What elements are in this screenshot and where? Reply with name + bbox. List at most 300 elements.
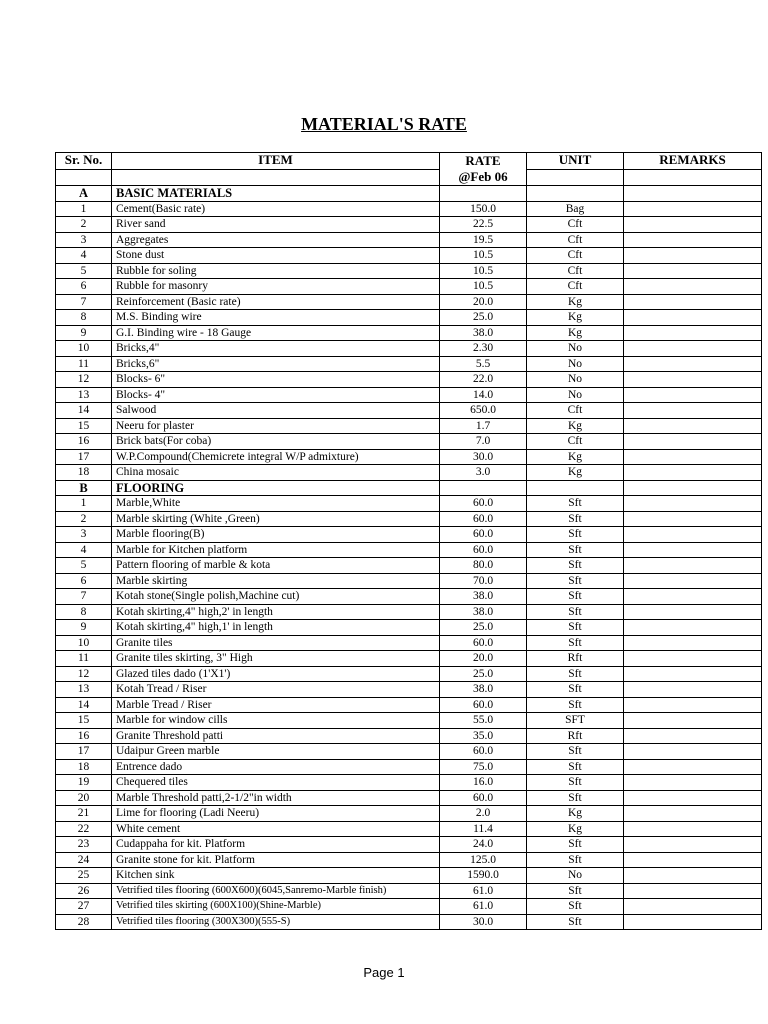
- rate-cell: 61.0: [440, 883, 527, 899]
- page-number: Page 1: [363, 965, 405, 980]
- sr-no-cell: 2: [56, 217, 112, 233]
- spacer-cell: [112, 169, 440, 186]
- table-row: [56, 418, 762, 434]
- item-cell: China mosaic: [112, 465, 440, 481]
- sr-no-cell: 14: [56, 697, 112, 713]
- remarks-cell: [624, 635, 762, 651]
- item-cell: Marble,White: [112, 496, 440, 512]
- rate-cell: 14.0: [440, 387, 527, 403]
- sr-no-cell: 2: [56, 511, 112, 527]
- remarks-cell: [624, 387, 762, 403]
- remarks-cell: [624, 806, 762, 822]
- spacer-cell: [527, 169, 624, 186]
- unit-cell: Kg: [527, 325, 624, 341]
- header-rate-label: RATE: [465, 153, 501, 168]
- sr-no-cell: 24: [56, 852, 112, 868]
- item-cell: Entrence dado: [112, 759, 440, 775]
- sr-no-cell: 17: [56, 744, 112, 760]
- rate-cell: 60.0: [440, 697, 527, 713]
- sr-no-cell: 11: [56, 651, 112, 667]
- remarks-cell: [624, 868, 762, 884]
- sr-no-cell: 6: [56, 279, 112, 295]
- spacer-cell: [56, 169, 112, 186]
- sr-no-cell: 18: [56, 759, 112, 775]
- rate-cell: 38.0: [440, 682, 527, 698]
- remarks-cell: [624, 744, 762, 760]
- remarks-cell: [624, 496, 762, 512]
- table-row: [56, 279, 762, 295]
- rate-cell: 60.0: [440, 511, 527, 527]
- rate-cell: 30.0: [440, 449, 527, 465]
- sr-no-cell: 19: [56, 775, 112, 791]
- item-cell: Marble skirting: [112, 573, 440, 589]
- item-cell: Kotah stone(Single polish,Machine cut): [112, 589, 440, 605]
- table-row: [56, 294, 762, 310]
- item-cell: Granite tiles: [112, 635, 440, 651]
- table-row: [56, 232, 762, 248]
- sr-no-cell: 22: [56, 821, 112, 837]
- table-row: [56, 465, 762, 481]
- section-letter: B: [56, 480, 112, 496]
- unit-cell: No: [527, 868, 624, 884]
- rate-cell: 22.0: [440, 372, 527, 388]
- sr-no-cell: 8: [56, 310, 112, 326]
- sr-no-cell: 16: [56, 434, 112, 450]
- item-cell: Rubble for soling: [112, 263, 440, 279]
- rate-cell: 24.0: [440, 837, 527, 853]
- unit-cell: Sft: [527, 542, 624, 558]
- remarks-cell: [624, 217, 762, 233]
- table-row: [56, 403, 762, 419]
- table-header-row: [56, 153, 762, 170]
- item-cell: Stone dust: [112, 248, 440, 264]
- remarks-cell: [624, 899, 762, 915]
- unit-cell: No: [527, 387, 624, 403]
- rate-cell: 1590.0: [440, 868, 527, 884]
- remarks-cell: [624, 573, 762, 589]
- unit-cell: Sft: [527, 914, 624, 930]
- rate-cell: 60.0: [440, 635, 527, 651]
- item-cell: Kotah Tread / Riser: [112, 682, 440, 698]
- rate-cell: 75.0: [440, 759, 527, 775]
- table-row: [56, 775, 762, 791]
- sr-no-cell: 12: [56, 372, 112, 388]
- table-row: [56, 868, 762, 884]
- item-cell: Glazed tiles dado (1'X1'): [112, 666, 440, 682]
- remarks-cell: [624, 837, 762, 853]
- item-cell: Kotah skirting,4" high,2' in length: [112, 604, 440, 620]
- item-cell: Vetrified tiles flooring (300X300)(555-S): [112, 914, 440, 930]
- unit-cell: Cft: [527, 263, 624, 279]
- remarks-cell: [624, 294, 762, 310]
- table-row: [56, 806, 762, 822]
- remarks-cell: [624, 821, 762, 837]
- item-cell: M.S. Binding wire: [112, 310, 440, 326]
- sr-no-cell: 3: [56, 527, 112, 543]
- rate-cell: 2.0: [440, 806, 527, 822]
- sr-no-cell: 9: [56, 325, 112, 341]
- rate-cell: 20.0: [440, 651, 527, 667]
- remarks-cell: [624, 651, 762, 667]
- item-cell: Aggregates: [112, 232, 440, 248]
- unit-cell: Sft: [527, 511, 624, 527]
- unit-cell: Kg: [527, 310, 624, 326]
- remarks-cell: [624, 790, 762, 806]
- item-cell: Marble for window cills: [112, 713, 440, 729]
- sr-no-cell: 15: [56, 418, 112, 434]
- rate-cell: 38.0: [440, 589, 527, 605]
- rate-cell: 20.0: [440, 294, 527, 310]
- sr-no-cell: 27: [56, 899, 112, 915]
- rate-cell: 2.30: [440, 341, 527, 357]
- sr-no-cell: 8: [56, 604, 112, 620]
- table-row: [56, 372, 762, 388]
- table-row: [56, 449, 762, 465]
- materials-rate-table: [55, 152, 762, 930]
- table-row: [56, 899, 762, 915]
- rate-cell: 70.0: [440, 573, 527, 589]
- item-cell: Rubble for masonry: [112, 279, 440, 295]
- item-cell: Pattern flooring of marble & kota: [112, 558, 440, 574]
- unit-cell: SFT: [527, 713, 624, 729]
- item-cell: Udaipur Green marble: [112, 744, 440, 760]
- item-cell: Marble Threshold patti,2-1/2"in width: [112, 790, 440, 806]
- table-row: [56, 790, 762, 806]
- sr-no-cell: 13: [56, 387, 112, 403]
- header-unit: UNIT: [527, 153, 624, 170]
- unit-cell: Kg: [527, 465, 624, 481]
- table-row: [56, 666, 762, 682]
- rate-cell: 1.7: [440, 418, 527, 434]
- remarks-cell: [624, 620, 762, 636]
- unit-cell: Cft: [527, 279, 624, 295]
- unit-cell: Sft: [527, 558, 624, 574]
- remarks-cell: [624, 666, 762, 682]
- unit-cell: Sft: [527, 604, 624, 620]
- remarks-cell: [624, 759, 762, 775]
- rate-cell: 35.0: [440, 728, 527, 744]
- rate-cell: 60.0: [440, 790, 527, 806]
- remarks-cell: [624, 310, 762, 326]
- item-cell: G.I. Binding wire - 18 Gauge: [112, 325, 440, 341]
- sr-no-cell: 10: [56, 341, 112, 357]
- remarks-cell: [624, 356, 762, 372]
- item-cell: River sand: [112, 217, 440, 233]
- remarks-cell: [624, 248, 762, 264]
- remarks-cell: [624, 279, 762, 295]
- remarks-cell: [624, 728, 762, 744]
- table-row: [56, 697, 762, 713]
- item-cell: Marble for Kitchen platform: [112, 542, 440, 558]
- remarks-cell: [624, 852, 762, 868]
- sr-no-cell: 4: [56, 542, 112, 558]
- rate-cell: 19.5: [440, 232, 527, 248]
- rate-cell: 61.0: [440, 899, 527, 915]
- item-cell: Granite Threshold patti: [112, 728, 440, 744]
- table-row: [56, 325, 762, 341]
- rate-cell: 60.0: [440, 744, 527, 760]
- item-cell: Marble Tread / Riser: [112, 697, 440, 713]
- sr-no-cell: 1: [56, 201, 112, 217]
- item-cell: Neeru for plaster: [112, 418, 440, 434]
- sr-no-cell: 7: [56, 589, 112, 605]
- remarks-cell: [624, 604, 762, 620]
- table-row: [56, 589, 762, 605]
- remarks-cell: [624, 263, 762, 279]
- item-cell: Granite stone for kit. Platform: [112, 852, 440, 868]
- remarks-cell: [624, 325, 762, 341]
- remarks-cell: [624, 914, 762, 930]
- sr-no-cell: 1: [56, 496, 112, 512]
- unit-cell: No: [527, 341, 624, 357]
- rate-cell: 10.5: [440, 248, 527, 264]
- item-cell: Blocks- 6": [112, 372, 440, 388]
- table-row: [56, 852, 762, 868]
- remarks-cell: [624, 542, 762, 558]
- unit-cell: Sft: [527, 697, 624, 713]
- remarks-cell: [624, 511, 762, 527]
- sr-no-cell: 6: [56, 573, 112, 589]
- item-cell: Kotah skirting,4" high,1' in length: [112, 620, 440, 636]
- item-cell: Brick bats(For coba): [112, 434, 440, 450]
- rate-cell: 30.0: [440, 914, 527, 930]
- sr-no-cell: 4: [56, 248, 112, 264]
- rate-cell: 22.5: [440, 217, 527, 233]
- remarks-cell: [624, 232, 762, 248]
- unit-cell: Sft: [527, 682, 624, 698]
- item-cell: Lime for flooring (Ladi Neeru): [112, 806, 440, 822]
- unit-cell: Sft: [527, 527, 624, 543]
- unit-cell: Rft: [527, 651, 624, 667]
- unit-cell: Sft: [527, 790, 624, 806]
- unit-cell: Cft: [527, 403, 624, 419]
- table-row: [56, 558, 762, 574]
- header-rate-date: @Feb 06: [458, 169, 508, 184]
- header-item: ITEM: [112, 153, 440, 170]
- unit-cell: Sft: [527, 837, 624, 853]
- sr-no-cell: 28: [56, 914, 112, 930]
- table-row: [56, 434, 762, 450]
- table-row: [56, 387, 762, 403]
- remarks-cell: [624, 201, 762, 217]
- empty-cell: [440, 480, 527, 496]
- table-row: [56, 217, 762, 233]
- unit-cell: Rft: [527, 728, 624, 744]
- table-row: [56, 651, 762, 667]
- rate-cell: 125.0: [440, 852, 527, 868]
- table-row: [56, 356, 762, 372]
- item-cell: Cement(Basic rate): [112, 201, 440, 217]
- sr-no-cell: 14: [56, 403, 112, 419]
- empty-cell: [624, 186, 762, 202]
- sr-no-cell: 9: [56, 620, 112, 636]
- table-row: [56, 883, 762, 899]
- sr-no-cell: 17: [56, 449, 112, 465]
- item-cell: Granite tiles skirting, 3" High: [112, 651, 440, 667]
- sr-no-cell: 12: [56, 666, 112, 682]
- rate-cell: 10.5: [440, 263, 527, 279]
- unit-cell: Sft: [527, 899, 624, 915]
- sr-no-cell: 11: [56, 356, 112, 372]
- table-row: [56, 496, 762, 512]
- remarks-cell: [624, 465, 762, 481]
- item-cell: White cement: [112, 821, 440, 837]
- section-row: [56, 480, 762, 496]
- rate-cell: 60.0: [440, 527, 527, 543]
- table-row: [56, 263, 762, 279]
- rate-cell: 150.0: [440, 201, 527, 217]
- table-row: [56, 728, 762, 744]
- table-row: [56, 682, 762, 698]
- rate-cell: 25.0: [440, 620, 527, 636]
- unit-cell: Kg: [527, 449, 624, 465]
- unit-cell: Sft: [527, 666, 624, 682]
- sr-no-cell: 16: [56, 728, 112, 744]
- rate-cell: 5.5: [440, 356, 527, 372]
- remarks-cell: [624, 527, 762, 543]
- unit-cell: No: [527, 372, 624, 388]
- item-cell: Cudappaha for kit. Platform: [112, 837, 440, 853]
- rate-cell: 38.0: [440, 604, 527, 620]
- remarks-cell: [624, 372, 762, 388]
- unit-cell: Sft: [527, 744, 624, 760]
- rate-cell: 55.0: [440, 713, 527, 729]
- rate-cell: 38.0: [440, 325, 527, 341]
- rate-cell: 25.0: [440, 666, 527, 682]
- item-cell: Chequered tiles: [112, 775, 440, 791]
- unit-cell: Sft: [527, 635, 624, 651]
- sr-no-cell: 5: [56, 263, 112, 279]
- empty-cell: [527, 186, 624, 202]
- table-row: [56, 248, 762, 264]
- section-name: BASIC MATERIALS: [112, 186, 440, 202]
- table-row: [56, 713, 762, 729]
- item-cell: Bricks,6": [112, 356, 440, 372]
- remarks-cell: [624, 449, 762, 465]
- sr-no-cell: 7: [56, 294, 112, 310]
- sr-no-cell: 26: [56, 883, 112, 899]
- remarks-cell: [624, 775, 762, 791]
- header-sr-no: Sr. No.: [56, 153, 112, 170]
- sr-no-cell: 3: [56, 232, 112, 248]
- unit-cell: Cft: [527, 248, 624, 264]
- item-cell: Vetrified tiles flooring (600X600)(6045,Sanremo-Marble finish): [112, 883, 440, 899]
- table-row: [56, 759, 762, 775]
- rate-cell: 60.0: [440, 496, 527, 512]
- empty-cell: [527, 480, 624, 496]
- table-row: [56, 837, 762, 853]
- sr-no-cell: 20: [56, 790, 112, 806]
- unit-cell: Sft: [527, 852, 624, 868]
- rate-cell: 16.0: [440, 775, 527, 791]
- remarks-cell: [624, 713, 762, 729]
- empty-cell: [440, 186, 527, 202]
- remarks-cell: [624, 418, 762, 434]
- table-body: [56, 186, 762, 930]
- rate-cell: 11.4: [440, 821, 527, 837]
- sr-no-cell: 23: [56, 837, 112, 853]
- sr-no-cell: 10: [56, 635, 112, 651]
- remarks-cell: [624, 434, 762, 450]
- header-remarks: REMARKS: [624, 153, 762, 170]
- remarks-cell: [624, 682, 762, 698]
- header-rate: [440, 153, 527, 186]
- item-cell: Bricks,4": [112, 341, 440, 357]
- unit-cell: No: [527, 356, 624, 372]
- sr-no-cell: 5: [56, 558, 112, 574]
- unit-cell: Sft: [527, 496, 624, 512]
- table-row: [56, 604, 762, 620]
- remarks-cell: [624, 697, 762, 713]
- unit-cell: Sft: [527, 573, 624, 589]
- rate-cell: 25.0: [440, 310, 527, 326]
- unit-cell: Sft: [527, 759, 624, 775]
- table-header-spacer-row: [56, 169, 762, 186]
- section-name: FLOORING: [112, 480, 440, 496]
- unit-cell: Cft: [527, 232, 624, 248]
- page-title: MATERIAL'S RATE: [301, 114, 467, 134]
- unit-cell: Kg: [527, 806, 624, 822]
- unit-cell: Sft: [527, 775, 624, 791]
- table-row: [56, 744, 762, 760]
- item-cell: Kitchen sink: [112, 868, 440, 884]
- remarks-cell: [624, 558, 762, 574]
- unit-cell: Bag: [527, 201, 624, 217]
- spacer-cell: [624, 169, 762, 186]
- table-row: [56, 341, 762, 357]
- table-row: [56, 542, 762, 558]
- unit-cell: Sft: [527, 589, 624, 605]
- rate-cell: 650.0: [440, 403, 527, 419]
- sr-no-cell: 13: [56, 682, 112, 698]
- section-row: [56, 186, 762, 202]
- empty-cell: [624, 480, 762, 496]
- item-cell: Vetrified tiles skirting (600X100)(Shine-Marble): [112, 899, 440, 915]
- item-cell: Marble flooring(B): [112, 527, 440, 543]
- table-row: [56, 573, 762, 589]
- table-row: [56, 635, 762, 651]
- item-cell: Salwood: [112, 403, 440, 419]
- sr-no-cell: 15: [56, 713, 112, 729]
- unit-cell: Kg: [527, 294, 624, 310]
- table-row: [56, 620, 762, 636]
- rate-cell: 60.0: [440, 542, 527, 558]
- item-cell: W.P.Compound(Chemicrete integral W/P admixture): [112, 449, 440, 465]
- item-cell: Marble skirting (White ,Green): [112, 511, 440, 527]
- unit-cell: Cft: [527, 434, 624, 450]
- remarks-cell: [624, 589, 762, 605]
- sr-no-cell: 18: [56, 465, 112, 481]
- rate-cell: 80.0: [440, 558, 527, 574]
- table-row: [56, 914, 762, 930]
- table-row: [56, 527, 762, 543]
- sr-no-cell: 25: [56, 868, 112, 884]
- table-row: [56, 821, 762, 837]
- rate-cell: 3.0: [440, 465, 527, 481]
- table-row: [56, 310, 762, 326]
- unit-cell: Sft: [527, 883, 624, 899]
- table-row: [56, 201, 762, 217]
- sr-no-cell: 21: [56, 806, 112, 822]
- remarks-cell: [624, 883, 762, 899]
- table-row: [56, 511, 762, 527]
- remarks-cell: [624, 341, 762, 357]
- rate-cell: 7.0: [440, 434, 527, 450]
- unit-cell: Kg: [527, 821, 624, 837]
- unit-cell: Kg: [527, 418, 624, 434]
- item-cell: Reinforcement (Basic rate): [112, 294, 440, 310]
- section-letter: A: [56, 186, 112, 202]
